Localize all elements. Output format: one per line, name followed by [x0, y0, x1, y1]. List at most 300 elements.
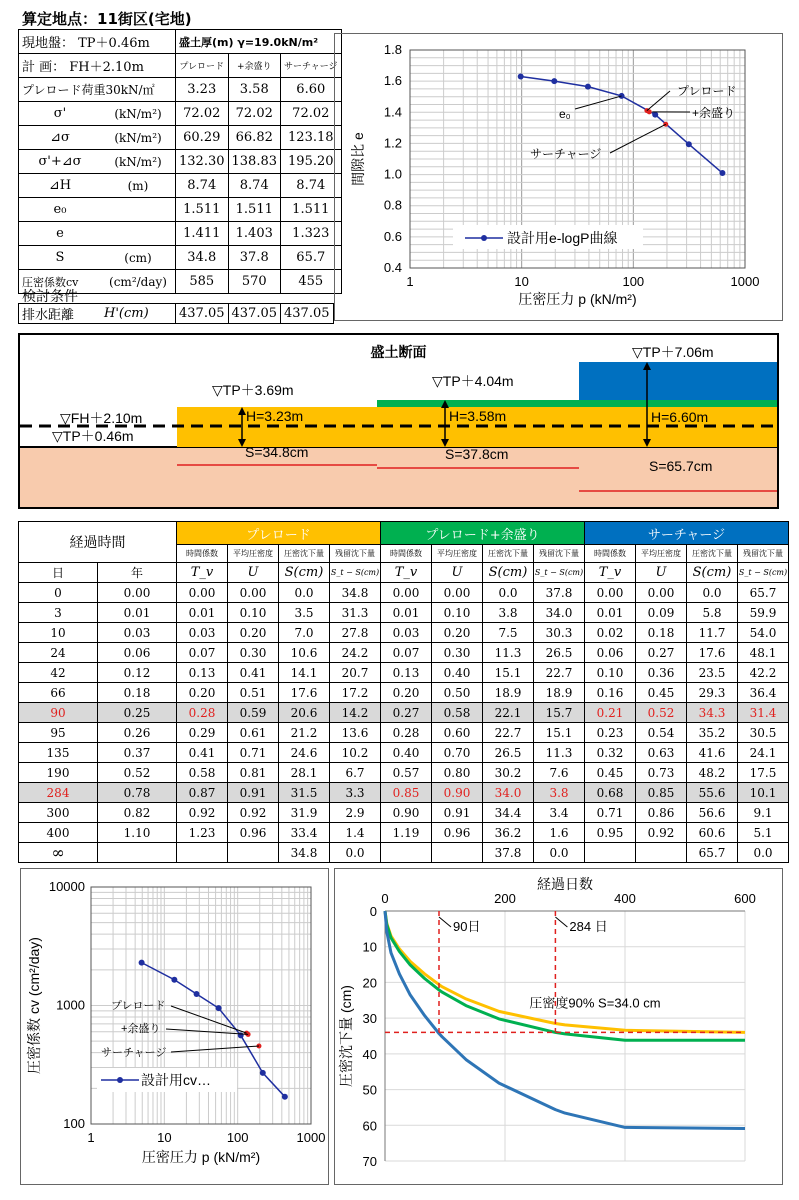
- y-tick-label: 50: [362, 1082, 377, 1098]
- value-cell: 0.16: [585, 683, 636, 703]
- zone-height-label: H=3.58m: [449, 408, 507, 424]
- y-tick-label: 70: [362, 1154, 377, 1169]
- value-cell: 0.29: [177, 723, 228, 743]
- param-value: 3.58: [228, 78, 281, 102]
- year-cell: [98, 843, 177, 863]
- value-cell: 0.0: [687, 583, 738, 603]
- symbol-header: S_t − S(cm): [738, 563, 789, 583]
- value-cell: 29.3: [687, 683, 738, 703]
- param-label: σ': [19, 102, 102, 126]
- value-cell: 0.00: [177, 583, 228, 603]
- data-point: [171, 977, 177, 983]
- value-cell: 18.9: [534, 683, 585, 703]
- symbol-header: S(cm): [687, 563, 738, 583]
- annotation-surcharge: サーチャージ: [101, 1047, 167, 1059]
- value-cell: 0.07: [381, 643, 432, 663]
- value-cell: 0.07: [177, 643, 228, 663]
- data-point: [260, 1070, 266, 1076]
- sub-header: 圧密沈下量: [483, 545, 534, 563]
- embankment-section: [20, 335, 777, 507]
- sub-header: 時間係数: [381, 545, 432, 563]
- y-tick-label: 20: [362, 975, 377, 991]
- value-cell: 37.8: [534, 583, 585, 603]
- value-cell: 0.0: [534, 843, 585, 863]
- value-cell: 17.5: [738, 763, 789, 783]
- vline-label: 90日: [453, 919, 481, 934]
- x-tick-label: 400: [614, 891, 636, 906]
- y-tick-label: 60: [362, 1118, 377, 1134]
- value-cell: 31.4: [738, 703, 789, 723]
- drain-value: 437.05: [176, 304, 229, 324]
- value-cell: 17.2: [330, 683, 381, 703]
- value-cell: 0.28: [177, 703, 228, 723]
- x-tick-label: 1000: [296, 1130, 326, 1145]
- value-cell: 0.30: [228, 643, 279, 663]
- value-cell: 65.7: [738, 583, 789, 603]
- zone-settlement-label: S=37.8cm: [445, 446, 509, 462]
- value-cell: 31.3: [330, 603, 381, 623]
- param-unit: (cm²/day): [101, 270, 176, 294]
- data-point: [652, 112, 658, 118]
- day-cell: 135: [19, 743, 98, 763]
- drain-unit: H'(cm): [101, 304, 176, 324]
- x-tick-label: 100: [622, 274, 645, 289]
- param-value: 66.82: [228, 126, 281, 150]
- value-cell: 0.51: [228, 683, 279, 703]
- value-cell: 34.4: [483, 803, 534, 823]
- day-cell: 400: [19, 823, 98, 843]
- param-value: 1.511: [281, 198, 342, 222]
- value-cell: 0.59: [228, 703, 279, 723]
- value-cell: 0.52: [636, 703, 687, 723]
- value-cell: 0.01: [177, 603, 228, 623]
- table-row: [19, 843, 789, 863]
- year-cell: 0.82: [98, 803, 177, 823]
- sub-header: 残留沈下量: [330, 545, 381, 563]
- value-cell: 60.6: [687, 823, 738, 843]
- value-cell: 2.9: [330, 803, 381, 823]
- section-frame: [18, 333, 779, 509]
- value-cell: 0.45: [585, 763, 636, 783]
- value-cell: 0.28: [381, 723, 432, 743]
- param-unit: (kN/m²): [101, 150, 176, 174]
- param-value: 6.60: [281, 78, 342, 102]
- sub-header: 平均圧密度: [636, 545, 687, 563]
- value-cell: 0.58: [177, 763, 228, 783]
- value-cell: 42.2: [738, 663, 789, 683]
- keikaku-label: 計 画： FH＋2.10m: [19, 54, 176, 78]
- value-cell: 0.63: [636, 743, 687, 763]
- symbol-header: T_v: [177, 563, 228, 583]
- x-axis-label: 圧密圧力 p (kN/m²): [141, 1149, 261, 1165]
- value-cell: 3.3: [330, 783, 381, 803]
- param-label: S: [19, 246, 102, 270]
- value-cell: 11.7: [687, 623, 738, 643]
- value-cell: 0.87: [177, 783, 228, 803]
- value-cell: 0.20: [381, 683, 432, 703]
- symbol-header: S_t − S(cm): [534, 563, 585, 583]
- value-cell: 31.5: [279, 783, 330, 803]
- param-label: e₀: [19, 198, 102, 222]
- value-cell: 30.5: [738, 723, 789, 743]
- y-tick-label: 10: [362, 939, 377, 955]
- y-tick-label: 100: [63, 1116, 85, 1131]
- value-cell: 35.2: [687, 723, 738, 743]
- y-axis-label: 圧密沈下量 (cm): [338, 985, 354, 1087]
- value-cell: 0.80: [432, 763, 483, 783]
- year-cell: 0.78: [98, 783, 177, 803]
- surcharge-layer: [579, 362, 777, 400]
- sub-header: 時間係数: [177, 545, 228, 563]
- morido-header: 盛土厚(m) γ=19.0kN/m²: [176, 30, 342, 54]
- drain-value: 437.05: [228, 304, 281, 324]
- leader-line: [555, 917, 567, 927]
- value-cell: 0.73: [636, 763, 687, 783]
- value-cell: 0.20: [228, 623, 279, 643]
- param-value: 8.74: [228, 174, 281, 198]
- conditions-title: 検討条件: [22, 289, 78, 305]
- x-tick-label: 1: [87, 1130, 95, 1145]
- conditions-table: [18, 303, 334, 324]
- y-tick-label: 1.8: [383, 42, 402, 57]
- data-point: [518, 73, 524, 79]
- col-header: プレロード: [176, 54, 229, 78]
- year-unit: 年: [98, 563, 177, 583]
- preload-load-label: プレロード荷重30kN/㎡: [19, 78, 176, 102]
- value-cell: 0.03: [381, 623, 432, 643]
- value-cell: 0.40: [432, 663, 483, 683]
- value-cell: 7.0: [279, 623, 330, 643]
- sub-header: 圧密沈下量: [279, 545, 330, 563]
- annotation-preload: プレロード: [111, 1000, 166, 1012]
- value-cell: 0.01: [381, 603, 432, 623]
- y-tick-label: 0.4: [383, 260, 402, 275]
- value-cell: [585, 843, 636, 863]
- symbol-header: S(cm): [483, 563, 534, 583]
- year-cell: 1.10: [98, 823, 177, 843]
- day-unit: 日: [19, 563, 98, 583]
- value-cell: [636, 843, 687, 863]
- value-cell: 0.27: [636, 643, 687, 663]
- value-cell: 0.00: [585, 583, 636, 603]
- value-cell: 7.5: [483, 623, 534, 643]
- settlement-table: [18, 521, 789, 863]
- value-cell: 0.20: [432, 623, 483, 643]
- param-value: 8.74: [176, 174, 229, 198]
- data-point: [719, 170, 725, 176]
- x-tick-label: 200: [494, 891, 516, 906]
- value-cell: 0.85: [381, 783, 432, 803]
- x-tick-label: 1: [406, 274, 414, 289]
- value-cell: 10.2: [330, 743, 381, 763]
- value-cell: 56.6: [687, 803, 738, 823]
- cv-chart: [21, 869, 328, 1184]
- param-value: 8.74: [281, 174, 342, 198]
- year-cell: 0.01: [98, 603, 177, 623]
- marker-point: [663, 122, 668, 127]
- value-cell: 55.6: [687, 783, 738, 803]
- value-cell: 1.19: [381, 823, 432, 843]
- vline-label: 284 日: [569, 919, 608, 934]
- value-cell: 21.2: [279, 723, 330, 743]
- param-value: 138.83: [228, 150, 281, 174]
- param-label: ⊿σ: [19, 126, 102, 150]
- table-row: [19, 783, 789, 803]
- value-cell: 0.36: [636, 663, 687, 683]
- data-point: [282, 1094, 288, 1100]
- y-tick-label: 30: [362, 1011, 377, 1027]
- day-cell: 10: [19, 623, 98, 643]
- yomori-layer: [377, 400, 579, 407]
- value-cell: 0.30: [432, 643, 483, 663]
- page-title: 算定地点：11街区(宅地): [22, 10, 192, 28]
- annotation-surcharge: サーチャージ: [530, 147, 602, 161]
- param-value: 570: [228, 270, 281, 294]
- group-header: プレロード: [177, 522, 381, 545]
- value-cell: 7.6: [534, 763, 585, 783]
- ground-soil: [20, 447, 777, 507]
- value-cell: 0.06: [585, 643, 636, 663]
- value-cell: 0.58: [432, 703, 483, 723]
- year-cell: 0.37: [98, 743, 177, 763]
- table-row: [19, 663, 789, 683]
- col-header: サーチャージ: [281, 54, 342, 78]
- legend-marker: [481, 235, 487, 241]
- drain-value: 437.05: [281, 304, 334, 324]
- value-cell: 41.6: [687, 743, 738, 763]
- table-row: [19, 623, 789, 643]
- value-cell: 0.92: [177, 803, 228, 823]
- legend-marker: [117, 1077, 123, 1083]
- parameter-table: [18, 29, 342, 294]
- x-tick-label: 10: [514, 274, 529, 289]
- param-unit: [101, 222, 176, 246]
- value-cell: 17.6: [279, 683, 330, 703]
- day-cell: 95: [19, 723, 98, 743]
- y-tick-label: 0.6: [383, 228, 402, 244]
- value-cell: 0.96: [228, 823, 279, 843]
- value-cell: 3.8: [534, 783, 585, 803]
- leader-line: [610, 124, 666, 153]
- value-cell: 3.4: [534, 803, 585, 823]
- value-cell: 24.1: [738, 743, 789, 763]
- value-cell: 48.1: [738, 643, 789, 663]
- value-cell: 0.18: [636, 623, 687, 643]
- value-cell: 15.7: [534, 703, 585, 723]
- zone-top-label: ▽TP＋4.04m: [432, 373, 514, 389]
- x-tick-label: 1000: [730, 274, 760, 289]
- value-cell: 0.71: [228, 743, 279, 763]
- param-unit: [101, 198, 176, 222]
- year-cell: 0.26: [98, 723, 177, 743]
- zone-top-label: ▽TP＋3.69m: [212, 382, 294, 398]
- value-cell: 0.20: [177, 683, 228, 703]
- group-header: プレロード+余盛り: [381, 522, 585, 545]
- day-cell: 190: [19, 763, 98, 783]
- annotation-e0: e₀: [559, 107, 571, 121]
- value-cell: 48.2: [687, 763, 738, 783]
- value-cell: 14.2: [330, 703, 381, 723]
- symbol-header: U: [636, 563, 687, 583]
- value-cell: 0.0: [738, 843, 789, 863]
- genjiban-label: 現地盤： TP＋0.46m: [19, 30, 176, 54]
- y-tick-label: 1000: [56, 997, 85, 1013]
- value-cell: 0.71: [585, 803, 636, 823]
- value-cell: 31.9: [279, 803, 330, 823]
- value-cell: 34.0: [534, 603, 585, 623]
- x-tick-label: 0: [381, 891, 389, 906]
- value-cell: 0.61: [228, 723, 279, 743]
- e-logp-chart: [335, 34, 782, 320]
- value-cell: 0.70: [432, 743, 483, 763]
- year-cell: 0.00: [98, 583, 177, 603]
- value-cell: 0.00: [636, 583, 687, 603]
- data-point: [238, 1032, 244, 1038]
- settlement-time-chart: [335, 869, 782, 1184]
- sub-header: 残留沈下量: [534, 545, 585, 563]
- value-cell: 26.5: [534, 643, 585, 663]
- settlement-time-chart-frame: [334, 868, 783, 1185]
- zone-height-label: H=6.60m: [651, 409, 709, 425]
- data-point: [139, 960, 145, 966]
- symbol-header: U: [432, 563, 483, 583]
- day-cell: 3: [19, 603, 98, 623]
- annotation-yomori: +余盛り: [692, 106, 736, 120]
- day-cell: 90: [19, 703, 98, 723]
- value-cell: 0.09: [636, 603, 687, 623]
- value-cell: 0.10: [585, 663, 636, 683]
- zone-top-label: ▽TP＋7.06m: [632, 344, 714, 360]
- year-cell: 0.18: [98, 683, 177, 703]
- table-row: [19, 703, 789, 723]
- legend-label: 設計用e-logP曲線: [507, 230, 618, 246]
- zone-height-label: H=3.23m: [246, 408, 304, 424]
- value-cell: 0.41: [177, 743, 228, 763]
- zone-settlement-label: S=65.7cm: [649, 458, 713, 474]
- table-row: [19, 763, 789, 783]
- table-row: [19, 723, 789, 743]
- leader-line: [171, 1046, 259, 1052]
- value-cell: 28.1: [279, 763, 330, 783]
- table-row: [19, 643, 789, 663]
- y-tick-label: 10000: [48, 879, 85, 894]
- value-cell: [228, 843, 279, 863]
- sub-header: 時間係数: [585, 545, 636, 563]
- table-row: [19, 583, 789, 603]
- legend-label: 設計用cv…: [141, 1072, 211, 1088]
- symbol-header: S_t − S(cm): [330, 563, 381, 583]
- y-tick-label: 1.2: [383, 135, 402, 151]
- value-cell: 5.8: [687, 603, 738, 623]
- value-cell: 11.3: [534, 743, 585, 763]
- value-cell: 0.32: [585, 743, 636, 763]
- day-cell: 24: [19, 643, 98, 663]
- value-cell: 54.0: [738, 623, 789, 643]
- value-cell: 0.10: [432, 603, 483, 623]
- value-cell: 0.86: [636, 803, 687, 823]
- data-point: [686, 141, 692, 147]
- value-cell: 0.85: [636, 783, 687, 803]
- yomori-layer: [579, 400, 777, 407]
- param-value: 585: [176, 270, 229, 294]
- value-cell: 0.91: [432, 803, 483, 823]
- chart-title: 経過日数: [537, 876, 593, 892]
- value-cell: 14.1: [279, 663, 330, 683]
- zone-settlement-label: S=34.8cm: [245, 444, 309, 460]
- value-cell: 0.54: [636, 723, 687, 743]
- value-cell: 0.01: [585, 603, 636, 623]
- value-cell: 26.5: [483, 743, 534, 763]
- day-cell: 300: [19, 803, 98, 823]
- param-value: 455: [281, 270, 342, 294]
- x-tick-label: 600: [734, 891, 756, 906]
- param-unit: (cm): [101, 246, 176, 270]
- param-label: 圧密係数cv: [19, 270, 102, 294]
- year-cell: 0.12: [98, 663, 177, 683]
- table-row: [19, 803, 789, 823]
- symbol-header: U: [228, 563, 279, 583]
- value-cell: 0.92: [228, 803, 279, 823]
- value-cell: 6.7: [330, 763, 381, 783]
- value-cell: 13.6: [330, 723, 381, 743]
- value-cell: 0.92: [636, 823, 687, 843]
- param-value: 37.8: [228, 246, 281, 270]
- param-unit: (kN/m²): [101, 102, 176, 126]
- value-cell: 0.40: [381, 743, 432, 763]
- y-tick-label: 1.6: [383, 73, 402, 89]
- value-cell: 0.27: [381, 703, 432, 723]
- leader-line: [439, 917, 451, 927]
- day-cell: 0: [19, 583, 98, 603]
- value-cell: 0.10: [228, 603, 279, 623]
- value-cell: 18.9: [483, 683, 534, 703]
- value-cell: 0.23: [585, 723, 636, 743]
- value-cell: 36.2: [483, 823, 534, 843]
- value-cell: 24.6: [279, 743, 330, 763]
- value-cell: 59.9: [738, 603, 789, 623]
- param-value: 60.29: [176, 126, 229, 150]
- data-point: [194, 991, 200, 997]
- value-cell: 0.00: [381, 583, 432, 603]
- y-tick-label: 0.8: [383, 197, 402, 213]
- value-cell: 0.00: [228, 583, 279, 603]
- value-cell: 65.7: [687, 843, 738, 863]
- value-cell: 30.3: [534, 623, 585, 643]
- value-cell: 11.3: [483, 643, 534, 663]
- value-cell: 10.6: [279, 643, 330, 663]
- data-point: [585, 84, 591, 90]
- value-cell: 0.95: [585, 823, 636, 843]
- value-cell: 30.2: [483, 763, 534, 783]
- value-cell: 10.1: [738, 783, 789, 803]
- value-cell: 0.81: [228, 763, 279, 783]
- group-header: サーチャージ: [585, 522, 789, 545]
- value-cell: [432, 843, 483, 863]
- data-point: [551, 78, 557, 84]
- annotation-yomori: +余盛り: [121, 1023, 161, 1035]
- x-tick-label: 10: [157, 1130, 172, 1145]
- sub-header: 圧密沈下量: [687, 545, 738, 563]
- param-value: 3.23: [176, 78, 229, 102]
- value-cell: 0.91: [228, 783, 279, 803]
- value-cell: 37.8: [483, 843, 534, 863]
- annotation-preload: プレロード: [677, 84, 737, 98]
- param-value: 72.02: [228, 102, 281, 126]
- table-row: [19, 603, 789, 623]
- value-cell: 0.0: [483, 583, 534, 603]
- value-cell: 20.6: [279, 703, 330, 723]
- param-value: 195.20: [281, 150, 342, 174]
